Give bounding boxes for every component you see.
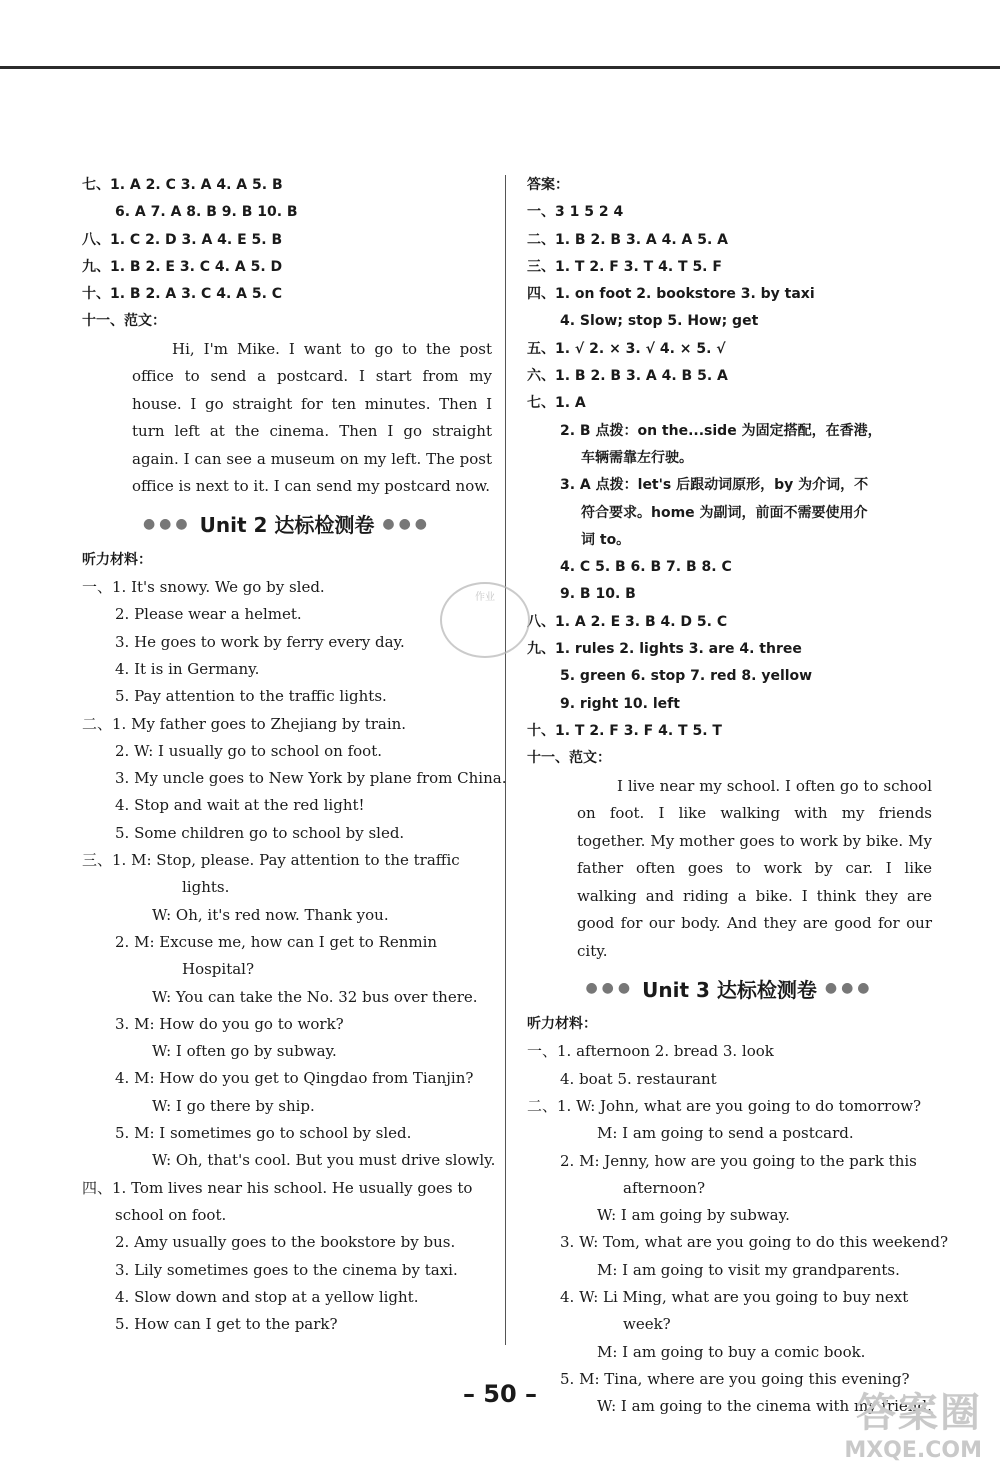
answer-line: 七、1. A <box>527 395 586 412</box>
listening-line: 5. Some children go to school by sled. <box>115 823 405 842</box>
watermark <box>844 1381 982 1463</box>
answer-line: 八、1. C 2. D 3. A 4. E 5. B <box>82 231 283 248</box>
answer-line: 九、1. B 2. E 3. C 4. A 5. D <box>82 258 283 275</box>
listening-line: 2. M: Jenny, how are you going to the park this <box>560 1151 917 1170</box>
listening-line: lights. <box>182 878 230 897</box>
listening-line: 5. M: I sometimes go to school by sled. <box>115 1124 412 1143</box>
essay-text: I live near my school. I often go to school on foot. I like walking with my friends together. My mother goes to work by bike. My father often goes to work by car. I like walking and riding a bike. I think they are good for our body. And they are good for our city. <box>577 776 932 960</box>
essay-label: 十一、范文： <box>82 313 166 330</box>
listening-line: 4. It is in Germany. <box>115 659 260 678</box>
listening-line: 4. Stop and wait at the red light! <box>115 796 365 815</box>
listening-line: week? <box>623 1315 671 1334</box>
answer-line: 四、1. on foot 2. bookstore 3. by taxi <box>527 286 815 303</box>
listening-line: 5. How can I get to the park? <box>115 1315 338 1334</box>
answer-line: 9. right 10. left <box>560 695 680 712</box>
answer-line: 五、1. √ 2. × 3. √ 4. × 5. √ <box>527 340 726 357</box>
listening-line: 三、1. M: Stop, please. Pay attention to the traffic <box>82 851 460 870</box>
answer-line: 词 to。 <box>581 531 631 548</box>
listening-line: Hospital? <box>182 960 255 979</box>
listening-line: M: I am going to visit my grandparents. <box>597 1260 900 1279</box>
answer-line: 2. B 点拨：on the...side 为固定搭配，在香港， <box>560 422 882 439</box>
listening-line: W: I often go by subway. <box>152 1042 337 1061</box>
listening-line: 4. M: How do you get to Qingdao from Tianjin? <box>115 1069 474 1088</box>
top-rule <box>0 66 1000 69</box>
listening-line: 2. Amy usually goes to the bookstore by bus. <box>115 1233 456 1252</box>
listening-line: 2. Please wear a helmet. <box>115 605 302 624</box>
answer-line: 十、1. T 2. F 3. F 4. T 5. T <box>527 722 722 739</box>
listening-line: W: You can take the No. 32 bus over there. <box>152 987 478 1006</box>
listening-line: 5. M: Tina, where are you going this evening? <box>560 1369 910 1388</box>
listening-line: M: I am going to send a postcard. <box>597 1124 854 1143</box>
heading-dots: ●●● <box>382 515 432 532</box>
listening-line: 一、1. It's snowy. We go by sled. <box>82 578 325 597</box>
stamp-seal <box>440 582 530 658</box>
listening-line: 二、1. My father goes to Zhejiang by train. <box>82 714 407 733</box>
answer-line: 二、1. B 2. B 3. A 4. A 5. A <box>527 231 729 248</box>
unit-title: Unit 3 达标检测卷 <box>642 977 817 1002</box>
listening-line: W: I am going to the cinema with my friend. <box>597 1397 932 1416</box>
listening-line: 4. W: Li Ming, what are you going to buy next <box>560 1288 909 1306</box>
section-label: 听力材料： <box>82 551 152 568</box>
listening-line: M: I am going to buy a comic book. <box>597 1342 866 1361</box>
stamp-text: 作业 <box>475 592 495 603</box>
listening-line: W: Oh, it's red now. Thank you. <box>152 905 389 924</box>
listening-line: W: I am going by subway. <box>597 1206 790 1225</box>
answer-line: 3. A 点拨：let's 后跟动词原形，by 为介词，不 <box>560 477 869 494</box>
watermark-url: MXQE.COM <box>844 1438 982 1463</box>
listening-line: 4. Slow down and stop at a yellow light. <box>115 1287 419 1306</box>
unit-heading <box>527 965 932 1011</box>
answer-line: 一、3 1 5 2 4 <box>527 204 624 221</box>
answer-line: 六、1. B 2. B 3. A 4. B 5. A <box>527 368 728 385</box>
listening-line: 3. My uncle goes to New York by plane from China. <box>115 769 507 788</box>
listening-line: 二、1. W: John, what are you going to do tomorrow? <box>527 1096 922 1115</box>
answer-line: 9. B 10. B <box>560 586 636 603</box>
answer-line: 七、1. A 2. C 3. A 4. A 5. B <box>82 177 283 193</box>
model-essay <box>527 773 932 966</box>
listening-line: 4. boat 5. restaurant <box>560 1069 717 1088</box>
answer-line: 5. green 6. stop 7. red 8. yellow <box>560 668 813 685</box>
listening-line: 5. Pay attention to the traffic lights. <box>115 687 387 706</box>
listening-line: 2. W: I usually go to school on foot. <box>115 741 382 760</box>
listening-line: 3. Lily sometimes goes to the cinema by taxi. <box>115 1260 458 1279</box>
answer-line: 九、1. rules 2. lights 3. are 4. three <box>527 641 802 658</box>
answer-line: 八、1. A 2. E 3. B 4. D 5. C <box>527 613 728 630</box>
model-essay <box>82 336 492 501</box>
unit-heading <box>82 501 492 547</box>
right-column <box>527 172 949 1420</box>
section-label: 听力材料： <box>527 1016 597 1033</box>
listening-line: 3. W: Tom, what are you going to do this weekend? <box>560 1233 949 1252</box>
heading-dots: ●●● <box>142 515 192 532</box>
answer-line: 6. A 7. A 8. B 9. B 10. B <box>115 204 298 221</box>
heading-dots: ●●● <box>824 980 874 997</box>
unit-title: Unit 2 达标检测卷 <box>199 513 375 538</box>
listening-line: 3. M: How do you go to work? <box>115 1014 344 1033</box>
listening-line: 3. He goes to work by ferry every day. <box>115 632 405 651</box>
left-column <box>82 172 507 1338</box>
heading-dots: ●●● <box>585 980 635 997</box>
listening-line: 2. M: Excuse me, how can I get to Renmin <box>115 932 438 951</box>
answer-line: 三、1. T 2. F 3. T 4. T 5. F <box>527 258 722 275</box>
answer-line: 车辆需靠左行驶。 <box>581 449 693 466</box>
watermark-text: 答案圈 <box>856 1390 982 1436</box>
page-number: – 50 – <box>462 1380 538 1408</box>
listening-line: afternoon? <box>623 1178 705 1197</box>
answer-label: 答案： <box>527 177 569 193</box>
listening-line: W: Oh, that's cool. But you must drive slowly. <box>152 1151 496 1170</box>
listening-line: 一、1. afternoon 2. bread 3. look <box>527 1042 774 1061</box>
listening-line: 四、1. Tom lives near his school. He usually goes to <box>82 1178 473 1197</box>
column-divider <box>505 175 506 1345</box>
answer-line: 符合要求。home 为副词，前面不需要使用介 <box>581 504 868 521</box>
answer-line: 4. C 5. B 6. B 7. B 8. C <box>560 559 732 576</box>
listening-line: school on foot. <box>115 1205 227 1224</box>
answer-line: 4. Slow; stop 5. How; get <box>560 313 759 330</box>
listening-line: W: I go there by ship. <box>152 1096 315 1115</box>
answer-line: 十、1. B 2. A 3. C 4. A 5. C <box>82 286 283 303</box>
essay-label: 十一、范文： <box>527 750 611 767</box>
essay-text: Hi, I'm Mike. I want to go to the post office to send a postcard. I start from my house. I go straight for ten minutes. Then I turn left at the cinema. Then I go straight again. I can see a museum on my left. The post office is next to it. I can send my postcard now. <box>132 339 492 496</box>
